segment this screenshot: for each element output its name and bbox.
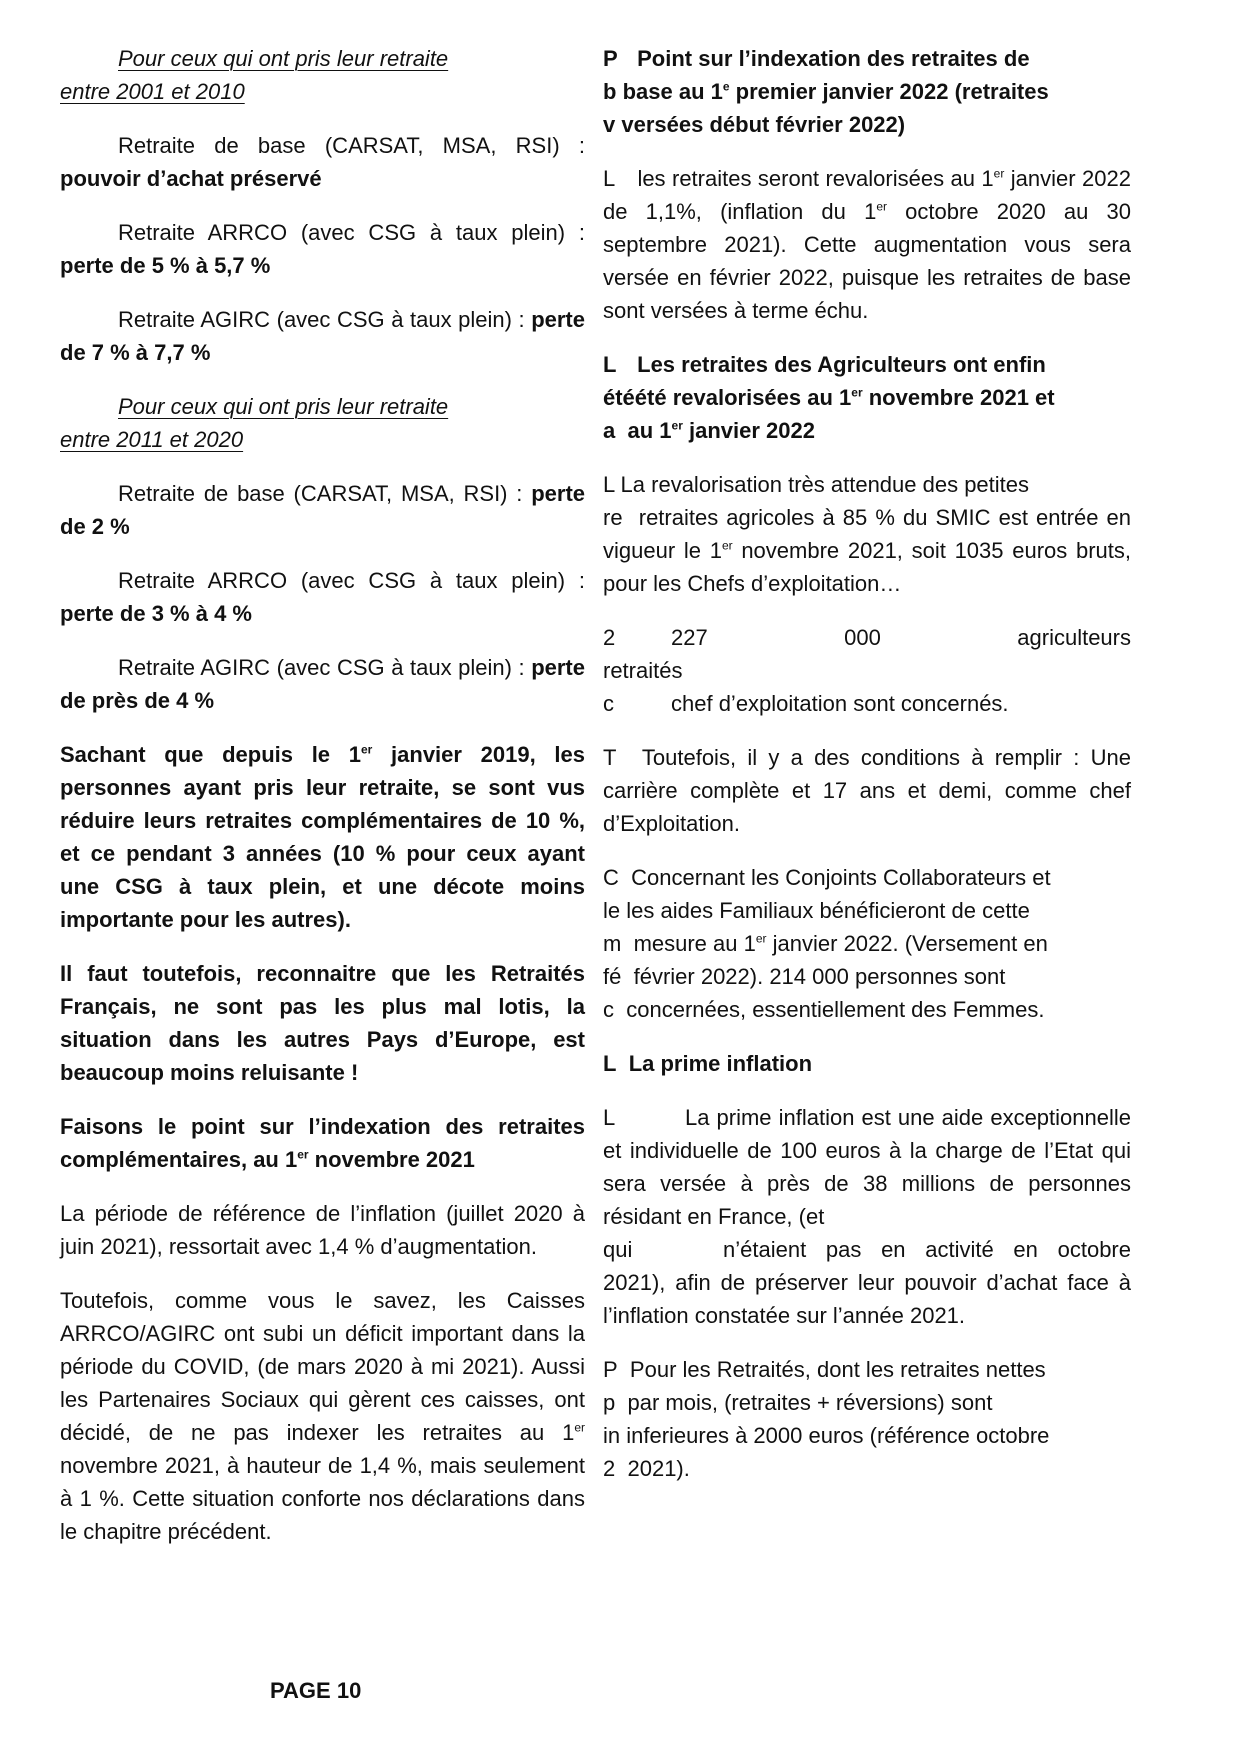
margin-glyph: qui	[603, 1237, 633, 1262]
margin-glyph: P	[603, 1357, 618, 1382]
text: inferieures à 2000 euros (référence octobre	[626, 1423, 1050, 1448]
margin-glyph: c	[603, 997, 614, 1022]
paragraph-reference-period: La période de référence de l’inflation (juillet 2020 à juin 2021), ressortait avec 1,4 % d’augmentation.	[60, 1201, 585, 1259]
text: concernées, essentiellement des Femmes.	[626, 997, 1045, 1022]
text: janvier 2022. (Versement en	[766, 931, 1048, 956]
paragraph-retraites-conditions	[603, 1353, 1131, 1485]
margin-glyph: L	[603, 1051, 617, 1076]
item-arrco-2011	[60, 564, 585, 630]
text: mesure au 1	[633, 931, 756, 956]
margin-glyph: a	[603, 418, 616, 443]
paragraph-revalorisation	[603, 162, 1131, 327]
text: La revalorisation très attendue des petites	[620, 472, 1030, 497]
text: été revalorisées au 1	[634, 385, 852, 410]
text: retraites agricoles à 85 % du SMIC est entrée en vigueur le 1	[603, 505, 1131, 563]
text: janvier 2019, les personnes ayant pris leur retraite, se sont vus réduire leurs retraites complémentaires de 10 %, et ce pendant 3 années (10 % pour ceux ayant une CSG à taux plein, et une décote moins importante pour les autres).	[60, 742, 585, 932]
text: chef d’exploitation sont concernés.	[671, 691, 1009, 716]
margin-glyph: 2	[603, 625, 616, 650]
section-heading-prime-inflation	[603, 1047, 1131, 1080]
paragraph-conjoints	[603, 861, 1131, 1026]
text: janvier 2022	[682, 418, 815, 443]
text: 227 000 agriculteurs retraités	[603, 625, 1131, 683]
margin-glyph: L	[603, 352, 617, 377]
superscript: er	[297, 1147, 309, 1162]
item-base-2011	[60, 477, 585, 543]
margin-glyph: v	[603, 112, 616, 137]
margin-glyph: p	[603, 1390, 616, 1415]
margin-glyph: été	[603, 385, 635, 410]
margin-glyph: L	[603, 1105, 616, 1130]
superscript: er	[671, 418, 683, 433]
heading-line-2: entre 2001 et 2010	[60, 79, 245, 104]
text: octobre 2020 au 30 septembre 2021). Cette augmentation vous sera versée en février 2022, puisque les retraites de base sont versées à terme échu.	[603, 199, 1131, 323]
item-value: perte de 5 % à 5,7 %	[60, 253, 271, 278]
text: janvier 2022 de 1,1%, (inflation du 1	[603, 166, 1131, 224]
margin-glyph: fé	[603, 964, 622, 989]
section-heading-2011-2020	[60, 390, 585, 456]
margin-glyph: C	[603, 865, 619, 890]
heading-line-1: Pour ceux qui ont pris leur retraite	[118, 46, 449, 71]
text: premier janvier 2022 (retraites	[729, 79, 1049, 104]
superscript: er	[851, 385, 863, 400]
text: 2021).	[627, 1456, 690, 1481]
superscript: e	[722, 79, 730, 94]
margin-glyph: P	[603, 46, 618, 71]
margin-glyph: b	[603, 79, 617, 104]
margin-glyph: le	[603, 898, 621, 923]
margin-glyph: c	[603, 691, 614, 716]
item-label: Retraite AGIRC (avec CSG à taux plein) :	[118, 655, 525, 680]
text: Faisons le point sur l’indexation des retraites complémentaires, au 1	[60, 1114, 585, 1172]
superscript: er	[360, 742, 373, 757]
text: Point sur l’indexation des retraites de	[637, 46, 1030, 71]
left-column	[60, 42, 585, 1569]
margin-glyph: re	[603, 505, 623, 530]
paragraph-revalorisation-agricole	[603, 468, 1131, 600]
item-label: Retraite de base (CARSAT, MSA, RSI) :	[118, 481, 523, 506]
item-value: perte de 7 % à 7,7 %	[60, 307, 585, 365]
paragraph-reduction	[60, 738, 585, 936]
text: Pour les Retraités, dont les retraites nettes	[629, 1357, 1046, 1382]
paragraph-prime-inflation	[603, 1101, 1131, 1332]
item-value: perte de 2 %	[60, 481, 585, 539]
text: base au 1	[622, 79, 723, 104]
text: novembre 2021, à hauteur de 1,4 %, mais seulement à 1 %. Cette situation conforte nos déclarations dans le chapitre précédent.	[60, 1453, 585, 1544]
margin-glyph: m	[603, 931, 622, 956]
paragraph-agriculteurs-count	[603, 621, 1131, 720]
margin-glyph: T	[603, 745, 617, 770]
text: La prime inflation est une aide exceptionnelle et individuelle de 100 euros à la charge de l’Etat qui sera versée à près de 38 millions de personnes résidant en France, (et	[603, 1105, 1131, 1229]
superscript: er	[993, 166, 1005, 181]
page-number: PAGE 10	[270, 1678, 362, 1703]
text: La prime inflation	[628, 1051, 813, 1076]
section-heading-2001-2010	[60, 42, 585, 108]
superscript: er	[721, 538, 733, 553]
item-label: Retraite ARRCO (avec CSG à taux plein) :	[118, 220, 585, 245]
margin-glyph: in	[603, 1423, 621, 1448]
item-agirc-2001	[60, 303, 585, 369]
superscript: er	[574, 1420, 585, 1435]
text: Toutefois, comme vous le savez, les Caisses ARRCO/AGIRC ont subi un déficit important dans la période du COVID, (de mars 2020 à mi 2021). Aussi les Partenaires Sociaux qui gèrent ces caisses, ont décidé, de ne pas indexer les retraites au 1	[60, 1288, 585, 1445]
text: novembre 2021 et	[862, 385, 1055, 410]
text: les retraites seront revalorisées au 1	[637, 166, 994, 191]
section-heading-indexation-base	[603, 42, 1131, 141]
margin-glyph: L	[603, 166, 616, 191]
text: Concernant les Conjoints Collaborateurs et	[631, 865, 1051, 890]
heading-line-1: Pour ceux qui ont pris leur retraite	[118, 394, 449, 419]
paragraph-covid-deficit	[60, 1284, 585, 1548]
text: n’étaient pas en activité en octobre 2021), afin de préserver leur pouvoir d’achat face à l’inflation constatée sur l’année 2021.	[603, 1237, 1131, 1328]
section-heading-agriculteurs	[603, 348, 1131, 447]
text: par mois, (retraites + réversions) sont	[627, 1390, 993, 1415]
paragraph-europe: Il faut toutefois, reconnaitre que les Retraités Français, ne sont pas les plus mal lotis, la situation dans les autres Pays d’Europe, est beaucoup moins reluisante !	[60, 961, 585, 1085]
item-arrco-2001	[60, 216, 585, 282]
margin-glyph: 2	[603, 1456, 616, 1481]
item-label: Retraite ARRCO (avec CSG à taux plein) :	[118, 568, 585, 593]
text: Sachant que depuis le 1	[60, 742, 361, 767]
text: février 2022). 214 000 personnes sont	[633, 964, 1006, 989]
item-agirc-2011	[60, 651, 585, 717]
item-value: pouvoir d’achat préservé	[60, 166, 322, 191]
text: au 1	[627, 418, 672, 443]
text: les aides Familiaux bénéficieront de cette	[626, 898, 1030, 923]
item-value: perte de 3 % à 4 %	[60, 601, 252, 626]
text: Les retraites des Agriculteurs ont enfin	[637, 352, 1046, 377]
superscript: er	[755, 931, 767, 946]
heading-line-2: entre 2011 et 2020	[60, 427, 244, 452]
text: novembre 2021, soit 1035 euros bruts, pour les Chefs d’exploitation…	[603, 538, 1131, 596]
superscript: er	[876, 199, 887, 214]
item-value: perte de près de 4 %	[60, 655, 585, 713]
right-column	[603, 42, 1131, 1506]
margin-glyph: L	[603, 472, 615, 497]
text: novembre 2021	[308, 1147, 475, 1172]
item-label: Retraite de base (CARSAT, MSA, RSI) :	[118, 133, 585, 158]
text: versées début février 2022)	[621, 112, 906, 137]
paragraph-conditions	[603, 741, 1131, 840]
item-base-2001	[60, 129, 585, 195]
item-label: Retraite AGIRC (avec CSG à taux plein) :	[118, 307, 525, 332]
text: Toutefois, il y a des conditions à remplir : Une carrière complète et 17 ans et demi, comme chef d’Exploitation.	[603, 745, 1132, 836]
paragraph-indexation-heading	[60, 1110, 585, 1176]
